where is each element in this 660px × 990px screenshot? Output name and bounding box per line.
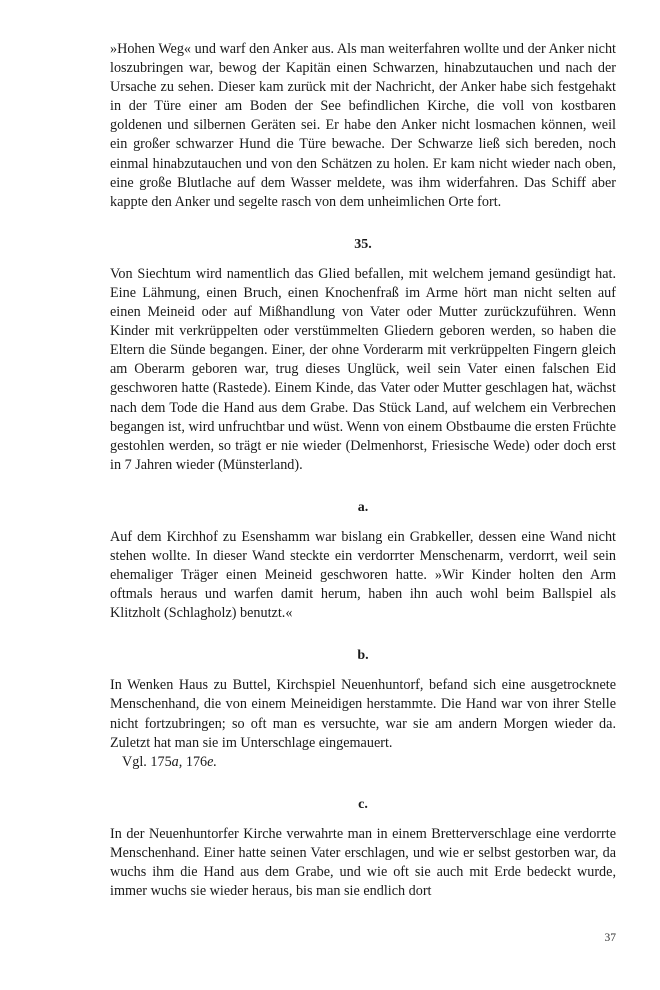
page-body bbox=[110, 40, 616, 901]
paragraph-wenken-haus: In Wenken Haus zu Buttel, Kirchspiel Neuenhuntorf, befand sich eine ausgetrocknete Menschenhand, die von einem Meineidigen herstammte. Die Hand war von ihrer Stelle nicht fortzubringen; so oft man es versuchte, war sie am andern Morgen wieder da. Zuletzt hat man sie im Unterschlage eingemauert. bbox=[110, 677, 616, 751]
paragraph-siechtum: Von Siechtum wird namentlich das Glied befallen, mit welchem jemand gesündigt hat. Eine Lähmung, einen Bruch, einen Knochenfraß im Arme hört man nicht selten auf einen Meineid oder auf Mißhandlung von Vater oder Mutter zurückzuführen. Wenn Kinder mit verkrüppelten oder verstümmelten Gliedern geboren werden, so haben die Eltern die Sünde begangen. Einer, der ohne Vorderarm mit verkrüppelten Fingern gleich am Oberarm geboren war, trug dieses Unglück, weil sein Vater einen falschen Eid geschworen hatte (Rastede). Einem Kinde, das Vater oder Mutter geschlagen hat, wächst nach dem Tode die Hand aus dem Grabe. Das Stück Land, auf welchem ein Verbrechen begangen ist, wird unfruchtbar und wüst. Wenn von einem Obstbaume die ersten Früchte gestohlen werden, so trägt er nie wieder (Delmenhorst, Friesische Wede) oder doch erst in 7 Jahren wieder (Münsterland). bbox=[110, 265, 616, 473]
subsection-heading-b: b. bbox=[357, 648, 369, 664]
cross-reference-prefix: Vgl. 175 bbox=[122, 753, 172, 770]
cross-reference-a: a, bbox=[171, 753, 183, 770]
paragraph-esenshamm: Auf dem Kirchhof zu Esenshamm war bislang ein Grabkeller, dessen eine Wand nicht stehen wollte. In dieser Wand steckte ein verdorrter Menschenarm, verdorrt, weil sein ehemaliger Träger einen Meineid geschworen hatte. »Wir Kinder holten den Arm oftmals heraus und warfen damit herum, haben ihn auch wohl beim Ballspiel als Klitzholt (Schlagholz) benutzt.« bbox=[110, 528, 616, 622]
page-number: 37 bbox=[604, 932, 616, 944]
cross-reference bbox=[110, 753, 616, 772]
paragraph-neuenhuntorf-kirche: In der Neuenhuntorfer Kirche verwahrte man in einem Bretterverschlage eine verdorrte Menschenhand. Einer hatte seinen Vater erschlagen, und wie er selbst gestorben war, da wuchs ihm die Hand aus dem Grabe, und wie oft sie auch mit Erde bedeckt wurde, immer wuchs sie wieder heraus, bis man sie endlich dort bbox=[110, 825, 616, 900]
section-heading-35: 35. bbox=[354, 236, 372, 252]
subsection-heading-a: a. bbox=[357, 499, 369, 515]
subsection-heading-c: c. bbox=[358, 796, 368, 812]
cross-reference-middle: 176 bbox=[182, 753, 208, 770]
paragraph-hohen-weg: »Hohen Weg« und warf den Anker aus. Als man weiterfahren wollte und der Anker nicht loszubringen war, bewog der Kapitän einen Schwarzen, hinabzutauchen und nach der Ursache zu sehen. Dieser kam zurück mit der Nachricht, der Anker habe sich festgehakt in der Türe einer am Boden der See befindlichen Kirche, die voll von kostbaren goldenen und silbernen Geräten sei. Er habe den Anker nicht losmachen können, weil ein großer schwarzer Hund die Türe bewache. Der Schwarze ließ sich bereden, noch einmal hinabzutauchen und von den Schätzen zu holen. Er kam nicht wieder nach oben, eine große Blutlache auf dem Wasser meldete, was ihm widerfahren. Das Schiff aber kappte den Anker und segelte rasch von dem unheimlichen Orte fort. bbox=[110, 41, 616, 210]
cross-reference-e: e. bbox=[207, 753, 217, 770]
